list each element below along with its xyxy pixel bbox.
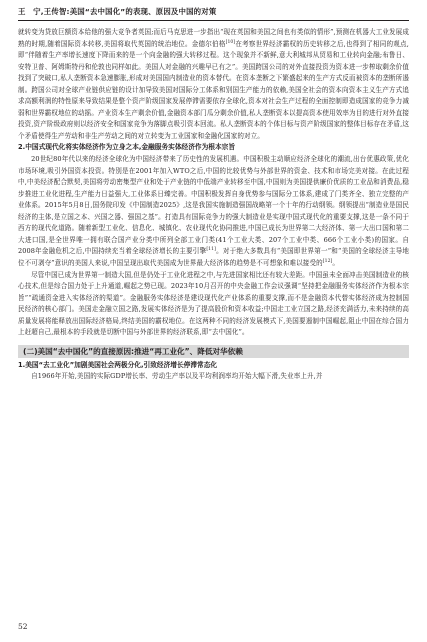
paragraph-2 bbox=[18, 154, 409, 269]
paragraph-1 bbox=[18, 27, 409, 142]
paragraph-2-end: 。 bbox=[332, 258, 340, 267]
citation-10: [10] bbox=[225, 39, 236, 45]
header-rule bbox=[18, 20, 409, 21]
paragraph-1-rest: 在考察世界经济霸权的历史转移之后,也得到了相同的观点,即“伴随着生产率增长速度下降而来的是一个向金融的强大转移过程。这个现象并不新鲜,意大利城邦从贸易和工业转向金融;布鲁日、安特卫普、阿姆斯特丹和伦敦也同样如此。美国人对金融的兴趣早已有之”。美国跨国公司的对外直接投资为资本进一步榨取剩余价值找到了突破口,私人垄断资本急速膨胀,形成对美国国内制造业的资本替代。在资本垄断之下繁盛起来的生产方式反而被资本的垄断所遏制。跨国公司对全球产业链供应链的设计加导致美国对国际分工体系和别国生产能力的依赖,美国全社会的资本向资本主义生产方式追求高额利润的特性原来导致结果是整个资产阶级国家发展停滞需要依存全球化,资本对社会生产过程的全面控制即造成国家的竞争力减弱和世界霸权地位的动摇。产业资本生产剩余价值,金融资本部门瓜分剩余价值,私人垄断资本以提高资本使用效率为目的进行对外直接投资,资产阶级政府则以经济安全和国家竞争为落脚点吸引资本回流。私人垄断资本的个体目标与资产阶级国家的整体目标存在矛盾,这个矛盾使得生产劳动和非生产劳动之间的对立转变为工业国家和金融化国家的对立。 bbox=[18, 39, 409, 140]
subheading-2: 2.中国式现代化将实体经济作为立身之本,金融服务实体经济作为根本宗旨 bbox=[18, 143, 236, 152]
paragraph-2-mid: 。对于绝大多数具有“美国即世界第一”和“美国的全球经济主导地位不可剥夺”意识的美国人来说,中国呈现出取代美国成为世界最大经济体的趋势是不可想象和难以接受的 bbox=[18, 247, 410, 267]
page-number: 52 bbox=[18, 622, 28, 631]
section-heading: (二)美国“去中国化”的直接原因:推进“再工业化”、降低对华依赖 bbox=[18, 345, 409, 358]
citation-11: [11] bbox=[206, 247, 216, 253]
subheading-3: 1.美国“去工业化”加剧美国社会两极分化,引致经济增长停滞常态化 bbox=[18, 360, 218, 369]
article-body bbox=[18, 27, 409, 383]
paragraph-4: 自1966年开始,美国的实际GDP增长率、劳动生产率以及平均利润率均开始大幅下滑,失业率上升,并 bbox=[31, 372, 323, 381]
paragraph-2-text: 20世纪80年代以来的经济全球化为中国经济带来了历史性的发展机遇。中国积极主动顺应经济全球化的潮流,出台优惠政策,优化市场环境,吸引外国资本投资。特别是在2001年加入WTO之后,中国的比较优势与外部世界的资金、技术和市场完美对接。在此过程中,中美经济配合默契,美国将劳动密集型产业和处于产业链的中低端产业转移至中国,中国则为美国提供廉价优质的工业品和消费品,稳步推进工业化进程,生产能力日益强大,工业体系日臻完善。中国积极发挥自身优势参与国际分工体系,建成了门类齐全、独立完整的产业体系。2015年5月8日,国务院印发《中国制造2025》,这是我国实施制造强国战略第一个十年的行动纲领。纲领提出“制造业是国民经济的主体,是立国之本、兴国之器、强国之基”。打造具有国际竞争力的强大制造业是实现中国式现代化的重要支撑,这是一条不同于西方的现代化道路。随着新型工业化、信息化、城镇化、农业现代化协同推进,中国已成长为世界第二大经济体、第一大出口国和第二大进口国,是全世界唯一拥有联合国产业分类中所列全部工业门类(41个工业大类、207个工业中类、666个工业小类)的国家。自2008年金融危机之后,中国持续充当着全球经济增长的主要引擎 bbox=[18, 155, 409, 256]
paragraph-1-text: 就转变为贷放巨额资本给他的强大竞争者英国;而后马克思进一步指出“现在英国和美国之间也有类似的情形”,预测在机器大工业发展成熟的时期,随着国际资本转移,美国将取代英国的统治地位。金德尔伯格 bbox=[18, 28, 409, 48]
running-header: 王 宁,王传智:美国“去中国化”的表现、原因及中国的对策 bbox=[18, 7, 217, 16]
citation-12: [12] bbox=[322, 258, 333, 264]
paragraph-3: 尽管中国已成为世界第一制造大国,但是仍处于工业化进程之中,与先进国家相比还有较大差距。中国虽未全面冲击美国制造业的核心技术,但是综合国力处于上升通道,崛起之势已现。2023年10月召开的中央金融工作会议强调“坚持把金融服务实体经济作为根本宗旨”“疏通资金进入实体经济的渠道”。金融服务实体经济是建设现代化产业体系的重要支撑,而不是金融资本代替实体经济成为控制国民经济的核心部门。美国走金融立国之路,发展实体经济是为了提高股价和资本收益;中国走工业立国之路,经济充满活力,未来持续的高质量发展将能释放出国际经济格局,终结美国的霸权地位。在这两种不同的经济发展模式下,美国要遏制中国崛起,阻止中国在综合国力上赶超自己,最根本的手段就是切断中国与外部世界的经济联系,即“去中国化”。 bbox=[18, 270, 409, 337]
